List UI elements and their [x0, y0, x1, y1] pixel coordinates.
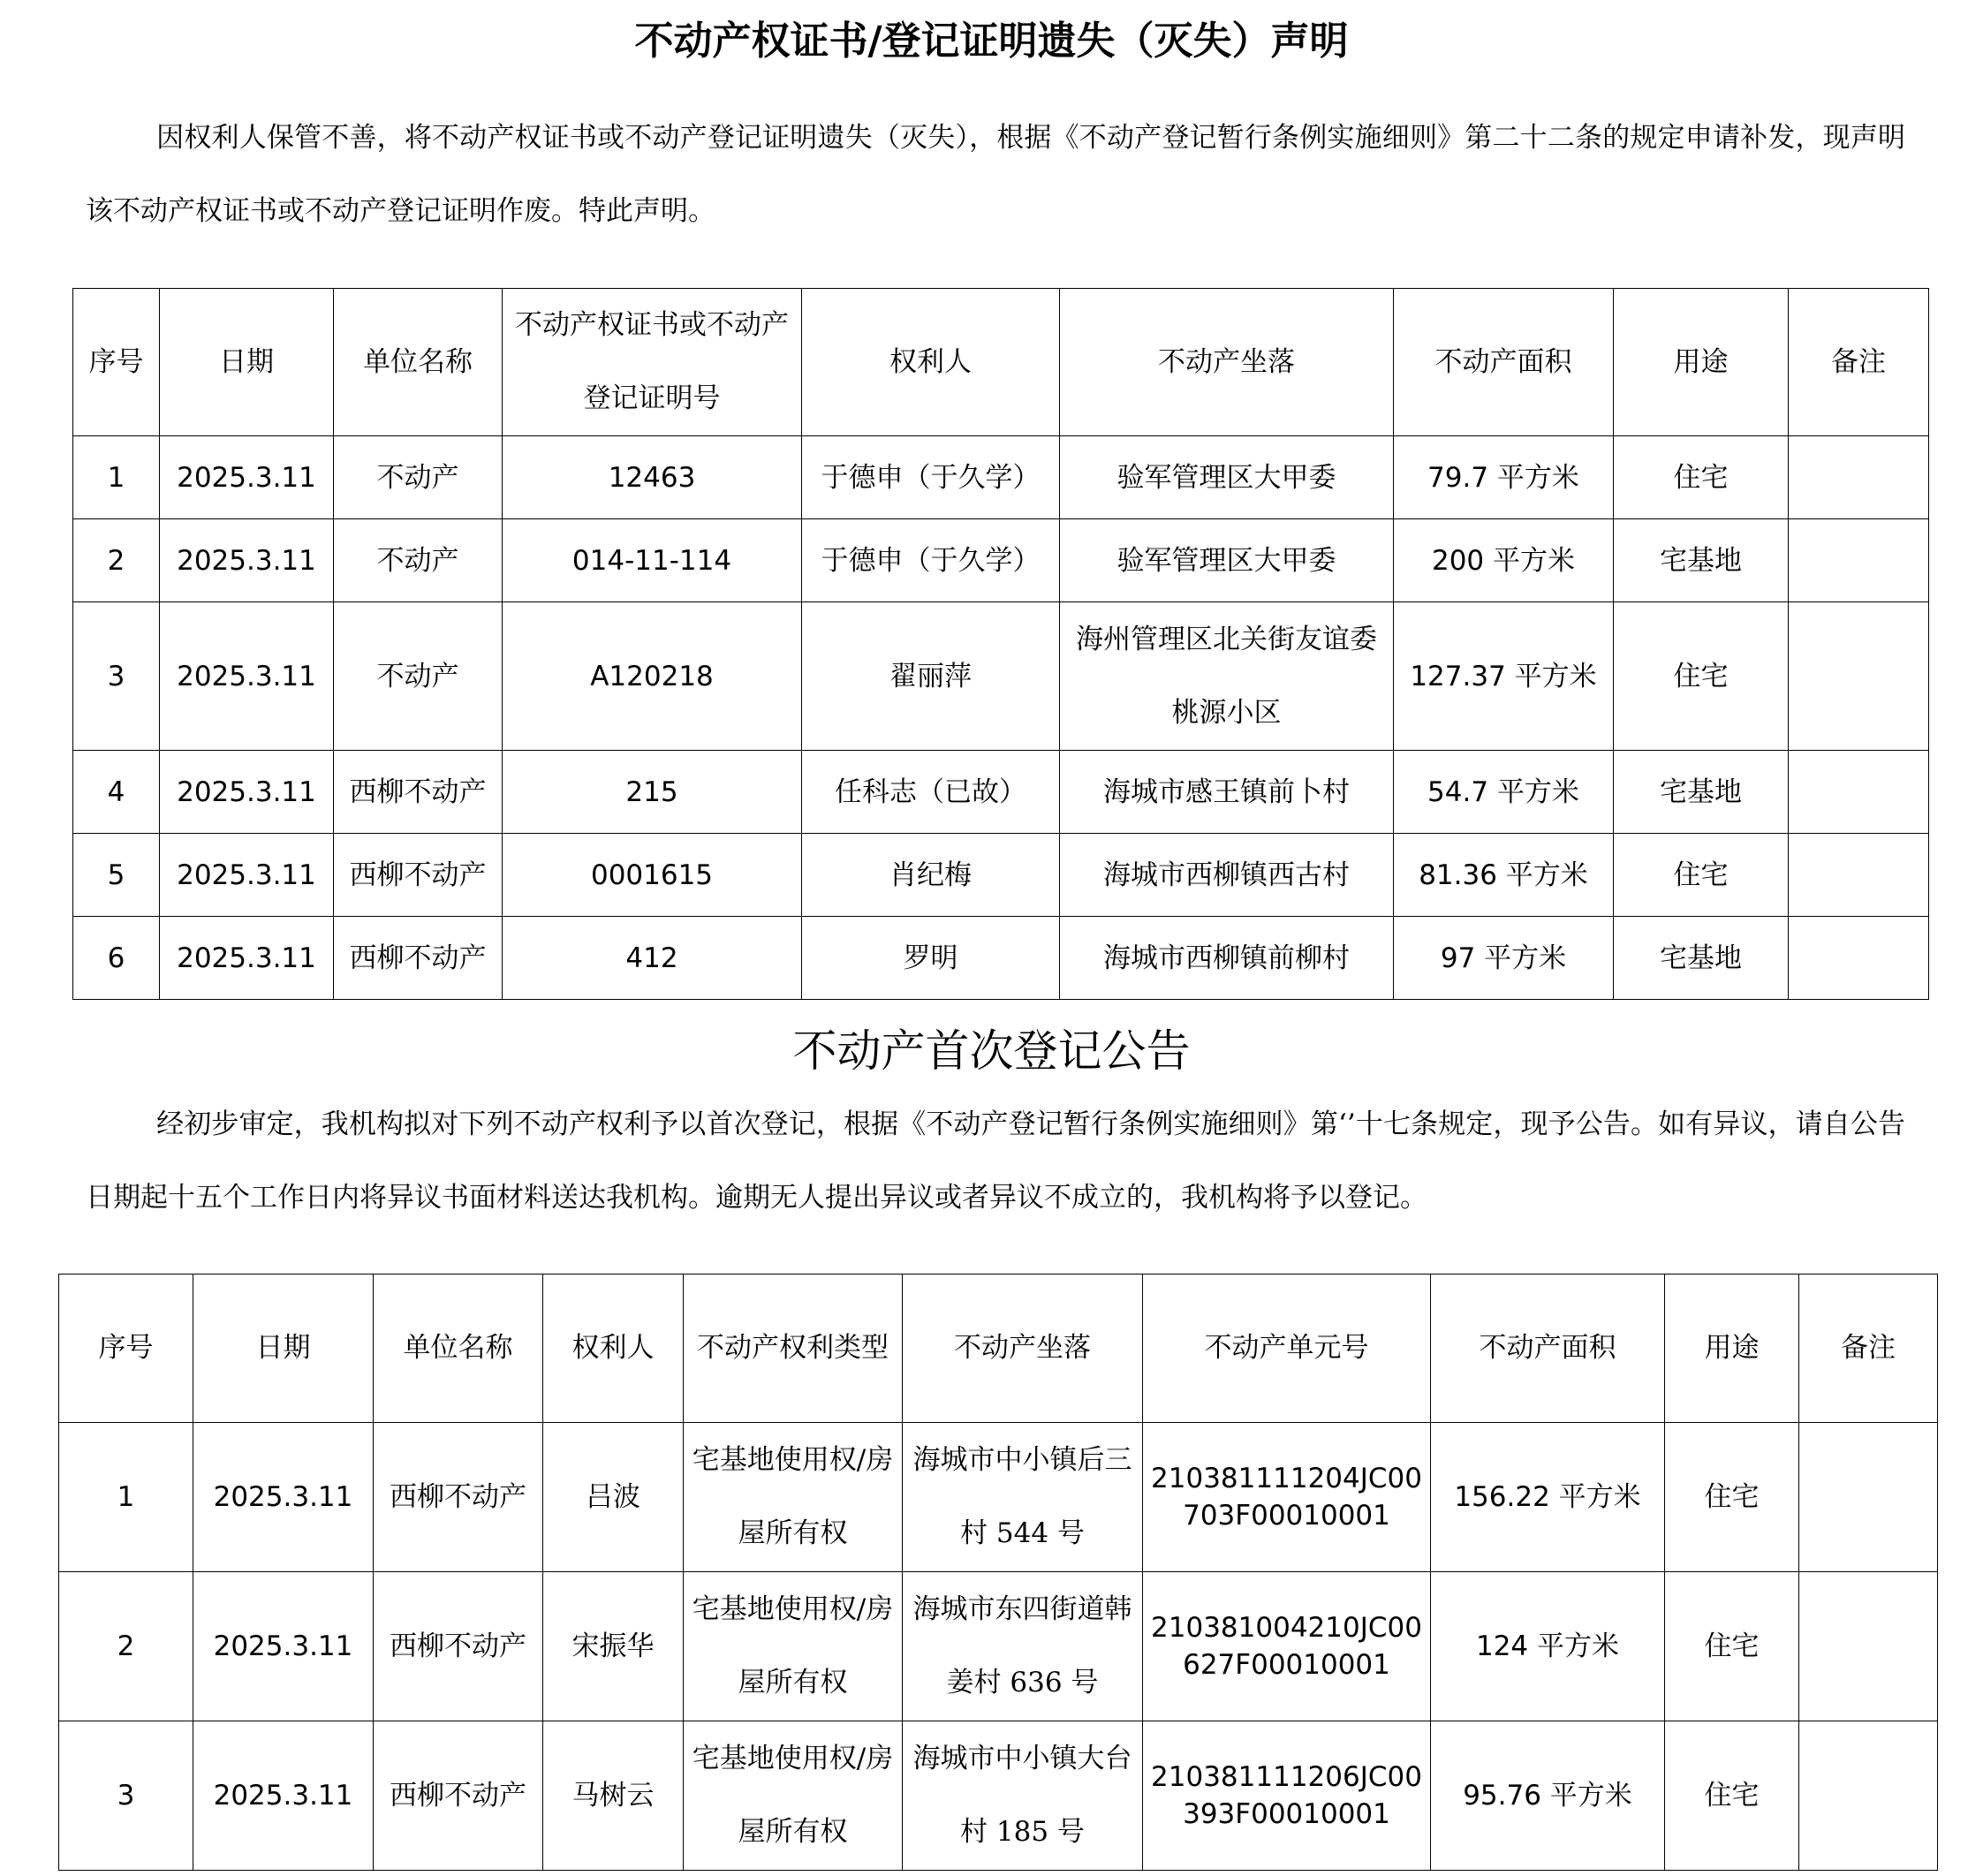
table-row [59, 1721, 1938, 1871]
cell-unit-number: 210381111204JC00703F00010001 [1143, 1423, 1431, 1572]
cell-cert-number: 0001615 [503, 834, 802, 917]
cell-location: 海城市中小镇大台村 185 号 [903, 1721, 1143, 1871]
cell-cert-number: 412 [503, 917, 802, 1000]
cell-usage: 住宅 [1614, 436, 1789, 519]
cell-usage: 宅基地 [1614, 519, 1789, 602]
cell-index: 2 [59, 1572, 193, 1721]
cell-usage: 住宅 [1614, 834, 1789, 917]
cell-location: 海城市西柳镇前柳村 [1060, 917, 1394, 1000]
header-cell: 不动产面积 [1394, 289, 1614, 436]
cell-remark [1789, 602, 1929, 751]
table-row [73, 751, 1929, 834]
table-row [73, 602, 1929, 751]
cell-index: 6 [73, 917, 160, 1000]
cell-usage: 宅基地 [1614, 751, 1789, 834]
cell-area: 95.76 平方米 [1431, 1721, 1665, 1871]
cell-usage: 住宅 [1665, 1572, 1799, 1721]
header-cell: 权利人 [543, 1275, 684, 1423]
first-registration-table [58, 1274, 1938, 1871]
cell-area: 200 平方米 [1394, 519, 1614, 602]
cell-date: 2025.3.11 [160, 602, 334, 751]
header-cell: 备注 [1799, 1275, 1938, 1423]
cell-index: 3 [59, 1721, 193, 1871]
cell-date: 2025.3.11 [160, 917, 334, 1000]
cell-cert-number: 215 [503, 751, 802, 834]
cell-index: 1 [73, 436, 160, 519]
cell-unit: 不动产 [334, 436, 503, 519]
cell-owner: 于德申（于久学） [802, 519, 1060, 602]
cell-remark [1789, 519, 1929, 602]
cell-owner: 肖纪梅 [802, 834, 1060, 917]
cell-location: 验军管理区大甲委 [1060, 436, 1394, 519]
header-cell: 用途 [1614, 289, 1789, 436]
header-cell: 不动产单元号 [1143, 1275, 1431, 1423]
cell-unit: 西柳不动产 [334, 834, 503, 917]
lost-statement-text: 因权利人保管不善，将不动产权证书或不动产登记证明遗失（灭失），根据《不动产登记暂行条例实施细则》第二十二条的规定申请补发，现声明该不动产权证书或不动产登记证明作废。特此声明。 [86, 122, 1905, 227]
cell-owner: 马树云 [543, 1721, 684, 1871]
cell-unit: 西柳不动产 [374, 1572, 543, 1721]
header-cell: 单位名称 [374, 1275, 543, 1423]
cell-remark [1789, 834, 1929, 917]
cell-owner: 翟丽萍 [802, 602, 1060, 751]
cell-unit: 西柳不动产 [374, 1423, 543, 1572]
lost-statement-title: 不动产权证书/登记证明遗失（灭失）声明 [634, 19, 1349, 64]
table-row [73, 436, 1929, 519]
cell-unit: 不动产 [334, 519, 503, 602]
cell-index: 5 [73, 834, 160, 917]
header-cell: 序号 [59, 1275, 193, 1423]
header-cell: 日期 [160, 289, 334, 436]
cell-unit: 西柳不动产 [334, 917, 503, 1000]
cell-owner: 罗明 [802, 917, 1060, 1000]
cell-location: 海城市感王镇前卜村 [1060, 751, 1394, 834]
header-cell: 不动产面积 [1431, 1275, 1665, 1423]
cell-area: 54.7 平方米 [1394, 751, 1614, 834]
table-row [59, 1572, 1938, 1721]
cell-right-type: 宅基地使用权/房屋所有权 [684, 1423, 903, 1572]
cell-area: 127.37 平方米 [1394, 602, 1614, 751]
cell-remark [1789, 436, 1929, 519]
cell-remark [1789, 917, 1929, 1000]
cell-location: 海城市中小镇后三村 544 号 [903, 1423, 1143, 1572]
cell-location: 验军管理区大甲委 [1060, 519, 1394, 602]
header-cell: 日期 [193, 1275, 374, 1423]
cell-right-type: 宅基地使用权/房屋所有权 [684, 1572, 903, 1721]
lost-statement-table [72, 288, 1929, 1000]
cell-usage: 住宅 [1665, 1423, 1799, 1572]
cell-owner: 吕波 [543, 1423, 684, 1572]
lost-statement-paragraph [86, 102, 1905, 248]
cell-date: 2025.3.11 [160, 751, 334, 834]
cell-usage: 住宅 [1665, 1721, 1799, 1871]
cell-owner: 于德申（于久学） [802, 436, 1060, 519]
cell-area: 156.22 平方米 [1431, 1423, 1665, 1572]
table-row [73, 917, 1929, 1000]
header-cell: 不动产坐落 [903, 1275, 1143, 1423]
cell-index: 3 [73, 602, 160, 751]
cell-index: 1 [59, 1423, 193, 1572]
cell-owner: 任科志（已故） [802, 751, 1060, 834]
first-registration-paragraph [86, 1088, 1905, 1235]
cell-unit-number: 210381004210JC00627F00010001 [1143, 1572, 1431, 1721]
cell-date: 2025.3.11 [193, 1721, 374, 1871]
cell-cert-number: A120218 [503, 602, 802, 751]
header-cell: 不动产坐落 [1060, 289, 1394, 436]
cell-area: 79.7 平方米 [1394, 436, 1614, 519]
cell-usage: 宅基地 [1614, 917, 1789, 1000]
cell-unit: 西柳不动产 [374, 1721, 543, 1871]
cell-date: 2025.3.11 [193, 1423, 374, 1572]
first-registration-text: 经初步审定，我机构拟对下列不动产权利予以首次登记，根据《不动产登记暂行条例实施细则》第‘’十七条规定，现予公告。如有异议，请自公告日期起十五个工作日内将异议书面材料送达我机构。逾期无人提出异议或者异议不成立的，我机构将予以登记。 [86, 1108, 1905, 1214]
first-registration-title: 不动产首次登记公告 [792, 1025, 1191, 1077]
cell-date: 2025.3.11 [160, 436, 334, 519]
cell-usage: 住宅 [1614, 602, 1789, 751]
header-cell: 单位名称 [334, 289, 503, 436]
cell-unit-number: 210381111206JC00393F00010001 [1143, 1721, 1431, 1871]
cell-index: 2 [73, 519, 160, 602]
cell-location: 海城市西柳镇西古村 [1060, 834, 1394, 917]
cell-date: 2025.3.11 [193, 1572, 374, 1721]
header-cell: 用途 [1665, 1275, 1799, 1423]
cell-remark [1799, 1423, 1938, 1572]
cell-remark [1789, 751, 1929, 834]
cell-date: 2025.3.11 [160, 519, 334, 602]
cell-remark [1799, 1572, 1938, 1721]
table-header-row [73, 289, 1929, 436]
cell-location: 海城市东四街道韩姜村 636 号 [903, 1572, 1143, 1721]
table-row [59, 1423, 1938, 1572]
header-cell: 不动产权证书或不动产登记证明号 [503, 289, 802, 436]
header-cell: 不动产权利类型 [684, 1275, 903, 1423]
cell-owner: 宋振华 [543, 1572, 684, 1721]
cell-cert-number: 12463 [503, 436, 802, 519]
cell-unit: 不动产 [334, 602, 503, 751]
cell-date: 2025.3.11 [160, 834, 334, 917]
cell-location: 海州管理区北关街友谊委桃源小区 [1060, 602, 1394, 751]
cell-remark [1799, 1721, 1938, 1871]
header-cell: 序号 [73, 289, 160, 436]
cell-index: 4 [73, 751, 160, 834]
cell-area: 97 平方米 [1394, 917, 1614, 1000]
header-cell: 备注 [1789, 289, 1929, 436]
cell-area: 81.36 平方米 [1394, 834, 1614, 917]
cell-area: 124 平方米 [1431, 1572, 1665, 1721]
table-row [73, 834, 1929, 917]
cell-right-type: 宅基地使用权/房屋所有权 [684, 1721, 903, 1871]
header-cell: 权利人 [802, 289, 1060, 436]
cell-cert-number: 014-11-114 [503, 519, 802, 602]
table-row [73, 519, 1929, 602]
table-header-row [59, 1275, 1938, 1423]
cell-unit: 西柳不动产 [334, 751, 503, 834]
